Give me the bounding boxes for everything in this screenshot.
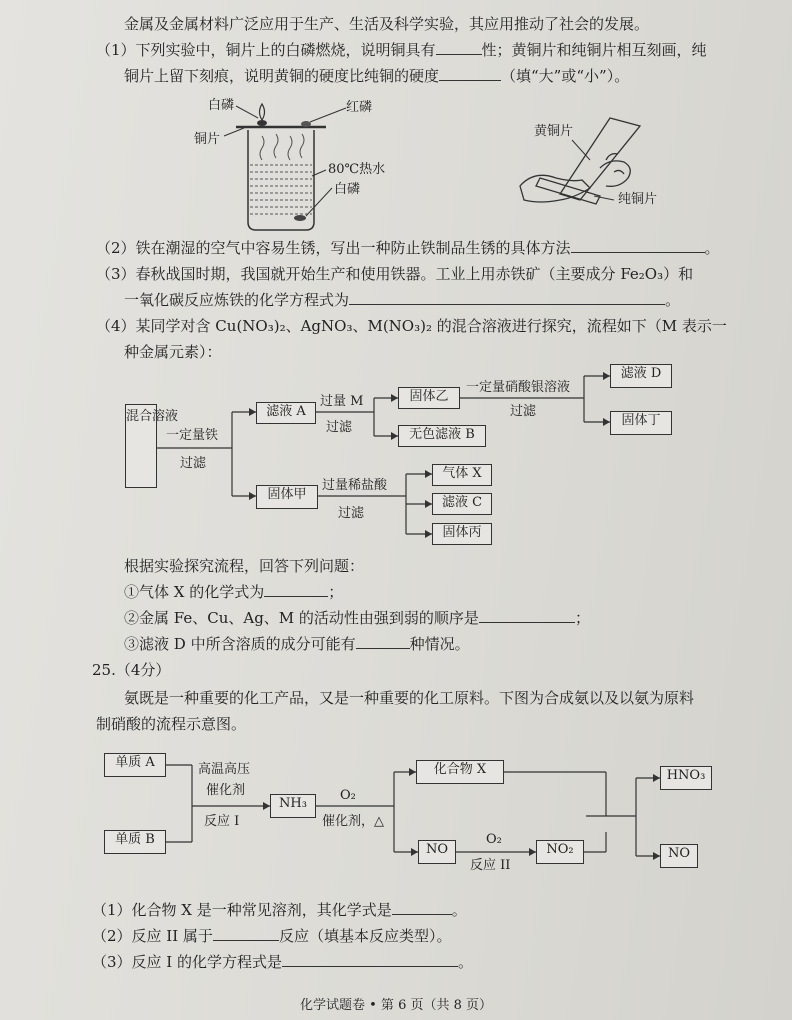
q25-sub3-text: （3）反应 I 的化学方程式是 bbox=[92, 953, 283, 971]
label-filter-2: 过滤 bbox=[326, 420, 353, 435]
answer-blank bbox=[213, 926, 279, 941]
q1-line1-b: 性；黄铜片和纯铜片相互刻画，纯 bbox=[481, 41, 707, 59]
sub-q3-text: ③滤液 D 中所含溶质的成分可能有 bbox=[124, 635, 356, 653]
label-red-phosphorus: 红磷 bbox=[346, 100, 373, 115]
label-pure-copper-plate: 纯铜片 bbox=[618, 192, 658, 207]
box-compound-x: 化合物 X bbox=[416, 760, 504, 784]
label-copper-plate: 铜片 bbox=[194, 132, 221, 147]
box-solid-yi: 固体乙 bbox=[398, 387, 460, 409]
label-excess-hcl: 过量稀盐酸 bbox=[322, 478, 388, 493]
label-hot-water: 80℃热水 bbox=[328, 162, 386, 177]
q25-sub2 bbox=[92, 926, 451, 946]
box-filtrate-d: 滤液 D bbox=[610, 364, 672, 388]
label-white-phosphorus: 白磷 bbox=[208, 98, 235, 113]
box-mixed-solution: 混合溶液 bbox=[125, 404, 157, 488]
q25-sub1 bbox=[92, 900, 467, 920]
box-filtrate-c: 滤液 C bbox=[432, 493, 492, 515]
q2-end: 。 bbox=[704, 239, 720, 257]
sub-q1-end: ； bbox=[328, 583, 344, 601]
answer-blank bbox=[282, 952, 458, 967]
box-element-a: 单质 A bbox=[104, 753, 166, 777]
label-reaction-2: 反应 II bbox=[470, 858, 511, 873]
q25-sub1-end: 。 bbox=[451, 901, 467, 919]
sub-q1-text: ①气体 X 的化学式为 bbox=[124, 583, 265, 601]
q1-line2-a: 铜片上留下刻痕，说明黄铜的硬度比纯铜的硬度 bbox=[124, 67, 440, 85]
intro-text: 金属及金属材料广泛应用于生产、生活及科学实验，其应用推动了社会的发展。 bbox=[124, 15, 650, 33]
box-nh3: NH₃ bbox=[270, 794, 316, 818]
q25-sub1-text: （1）化合物 X 是一种常见溶剂，其化学式是 bbox=[92, 901, 392, 919]
label-certain-iron: 一定量铁 bbox=[166, 428, 219, 443]
q1-line2-b: （填“大”或“小”）。 bbox=[501, 67, 630, 85]
q3-line1: （3）春秋战国时期，我国就开始生产和使用铁器。工业上用赤铁矿（主要成分 Fe₂O₃）和 bbox=[96, 265, 694, 283]
answer-blank bbox=[392, 900, 452, 915]
label-white-phosphorus-2: 白磷 bbox=[334, 182, 361, 197]
box-no-output: NO bbox=[660, 844, 698, 868]
sub-q2-text: ②金属 Fe、Cu、Ag、M 的活动性由强到弱的顺序是 bbox=[124, 609, 479, 627]
q25-para2: 制硝酸的流程示意图。 bbox=[96, 715, 247, 733]
q1-line1-a: （1）下列实验中，铜片上的白磷燃烧，说明铜具有 bbox=[96, 41, 436, 59]
label-o2-2: O₂ bbox=[486, 832, 502, 847]
q4-line2: 种金属元素）： bbox=[124, 343, 222, 361]
sub-lead: 根据实验探究流程，回答下列问题： bbox=[124, 557, 365, 575]
box-solid-jia: 固体甲 bbox=[256, 485, 318, 509]
sub-q3-end: 种情况。 bbox=[409, 635, 470, 653]
sub-q2-end: ； bbox=[574, 609, 590, 627]
q2-text: （2）铁在潮湿的空气中容易生锈，写出一种防止铁制品生锈的具体方法 bbox=[96, 239, 571, 257]
label-filter-4: 过滤 bbox=[338, 506, 365, 521]
box-no2: NO₂ bbox=[536, 840, 584, 864]
box-element-b: 单质 B bbox=[104, 830, 166, 854]
label-filter-3: 过滤 bbox=[510, 404, 537, 419]
page-footer: 化学试题卷 • 第 6 页（共 8 页） bbox=[300, 998, 493, 1013]
box-solid-bing: 固体丙 bbox=[432, 523, 492, 545]
label-reaction-1: 反应 I bbox=[204, 814, 240, 829]
q3-line2-text: 一氧化碳反应炼铁的化学方程式为 bbox=[124, 291, 350, 309]
label-high-temp-pressure: 高温高压 bbox=[198, 762, 251, 777]
label-catalyst-heat: 催化剂，△ bbox=[322, 814, 384, 829]
label-catalyst-1: 催化剂 bbox=[206, 783, 246, 798]
box-filtrate-a: 滤液 A bbox=[256, 402, 316, 424]
box-colorless-filtrate-b: 无色滤液 B bbox=[398, 425, 486, 447]
q25-sub2-text: （2）反应 II 属于 bbox=[92, 927, 213, 945]
label-excess-m: 过量 M bbox=[320, 394, 364, 409]
q4-line1: （4）某同学对含 Cu(NO₃)₂、AgNO₃、M(NO₃)₂ 的混合溶液进行探究，流程如下（M 表示一 bbox=[96, 317, 727, 335]
q25-sub3-end: 。 bbox=[458, 953, 474, 971]
q25-para1: 氨既是一种重要的化工产品，又是一种重要的化工原料。下图为合成氨以及以氨为原料 bbox=[124, 689, 695, 707]
q25-sub3 bbox=[92, 952, 473, 972]
label-filter-1: 过滤 bbox=[180, 456, 207, 471]
q3-end: 。 bbox=[665, 291, 681, 309]
box-hno3: HNO₃ bbox=[660, 766, 712, 790]
q25-sub2-end: 反应（填基本反应类型）。 bbox=[278, 927, 452, 945]
box-no: NO bbox=[418, 840, 456, 864]
box-solid-ding: 固体丁 bbox=[610, 411, 672, 435]
label-silver-nitrate: 一定量硝酸银溶液 bbox=[466, 380, 571, 395]
q25-title: 25.（4分） bbox=[92, 661, 171, 679]
label-o2-1: O₂ bbox=[340, 788, 356, 803]
label-brass-plate: 黄铜片 bbox=[534, 124, 574, 139]
box-gas-x: 气体 X bbox=[432, 464, 492, 486]
